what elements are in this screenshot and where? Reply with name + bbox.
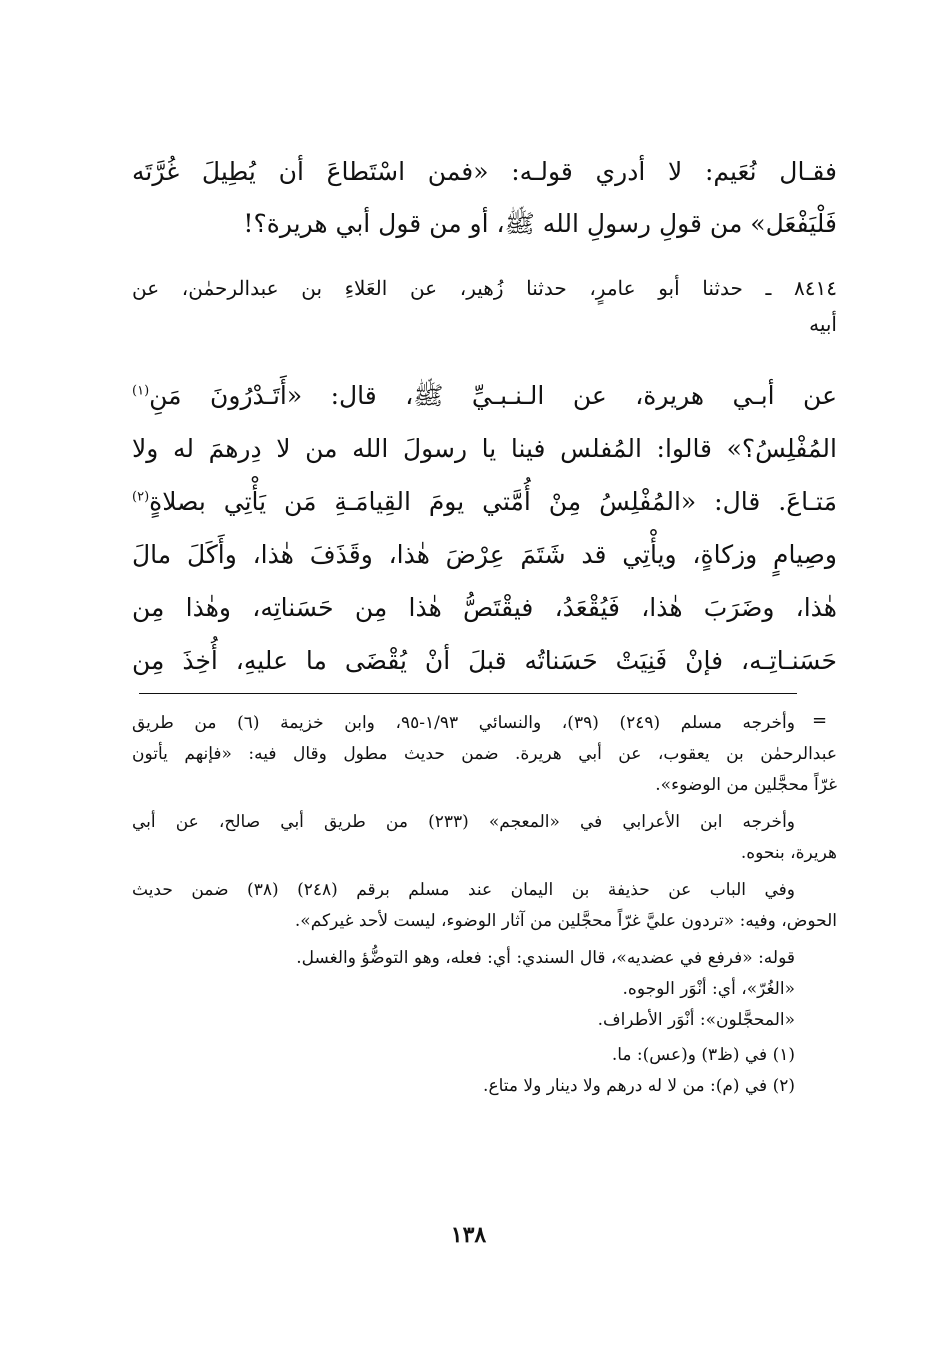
text-line: أبيه <box>809 312 837 336</box>
footnote-line: هريرة، بنحوه. <box>740 843 837 863</box>
line-text: عن أبـي هريرة، عن الـنـبـيِّ ﷺ، قال: «أَتَـدْرُونَ مَنِ <box>149 381 837 410</box>
footnote-line: وأخرجه ابن الأعرابي في «المعجم» (٢٣٣) من طريق أبي صالح، عن أبي <box>132 812 796 832</box>
text-line: فقـال نُعَيم: لا أدري قولـه: «فمن اسْتَطاعَ أن يُطِيلَ غُرَّتَه <box>132 157 837 186</box>
text-line: فَلْيَفْعَل» من قولِ رسولِ الله ﷺ، أو من قول أبي هريرة؟! <box>243 209 837 238</box>
line-text: مَتـاعَ. قال: «المُفْلِسُ مِنْ أُمَّتي يومَ القِيامَـةِ مَن يَأْتِي بصلاةٍ <box>149 487 837 516</box>
text-line: ٨٤١٤ ـ حدثنا أبو عامرٍ، حدثنا زُهير، عن العَلاءِ بن عبدالرحمٰن، عن <box>132 276 837 300</box>
main-paragraph-2 <box>132 369 837 687</box>
footnote-line: عبدالرحمٰن بن يعقوب، عن أبي هريرة. ضمن حديث مطول وقال فيه: «فإنهم يأتون <box>132 744 837 764</box>
gloss-line: «الغُرّ»، أي: أنْوَر الوجوه. <box>622 979 795 999</box>
footnote-line: غرّاً محجَّلين من الوضوء». <box>655 775 837 795</box>
gloss-line: «المحجَّلون»: أنْوَر الأطراف. <box>597 1010 795 1030</box>
continuation-mark: = <box>812 710 828 731</box>
footnotes-section <box>132 708 837 1102</box>
note-line: (٢) في (م): من لا له درهم ولا دينار ولا متاع. <box>483 1076 795 1096</box>
page-number: ١٣٨ <box>450 1222 487 1248</box>
footnote-line: وفي الباب عن حذيفة بن اليمان عند مسلم برقم (٢٤٨) (٣٨) ضمن حديث <box>132 880 796 900</box>
text-line: وصِيامٍ وزكاةٍ، ويأْتِي قد شَتَمَ عِرْضَ هٰذا، وقَذَفَ هٰذا، وأَكَلَ مالَ <box>132 540 837 569</box>
footnote-marker-2: (٢) <box>132 489 150 505</box>
text-line <box>132 369 837 422</box>
footnote-marker-1: (١) <box>132 383 150 399</box>
hadith-chain-paragraph <box>132 270 837 342</box>
note-line: (١) في (ظ٣) و(عس): ما. <box>611 1045 795 1065</box>
text-line <box>132 475 837 528</box>
text-line: هٰذا، وضَرَبَ هٰذا، فَيُقْعَدُ، فيقْتَصُّ هٰذا مِن حَسَناتِه، وهٰذا مِن <box>132 593 837 622</box>
footnote-block-2 <box>132 807 837 869</box>
text-line: حَسَنـاتِـه، فإنْ فَنِيَتْ حَسَناتُه قبلَ أنْ يُقْضَى ما عليهِ، أُخِذَ مِن <box>132 646 837 675</box>
footnote-block-3 <box>132 875 837 937</box>
footnote-block-1 <box>132 708 837 801</box>
gloss-line: قوله: «فرفع في عضديه»، قال السندي: أي: فعله، وهو التوضُّؤ والغسل. <box>296 948 795 968</box>
footnote-divider <box>139 693 797 694</box>
footnote-line: وأخرجه مسلم (٢٤٩) (٣٩)، والنسائي ١/٩٣-٩٥، وابن خزيمة (٦) من طريق <box>132 713 795 733</box>
main-paragraph-1 <box>132 146 837 250</box>
text-line: المُفْلِسُ؟» قالوا: المُفلس فينا يا رسولَ الله من لا دِرهمَ له ولا <box>132 434 837 463</box>
footnote-line: الحوض، وفيه: «تردون عليَّ غرّاً محجَّلين من آثار الوضوء، ليست لأحد غيركم». <box>294 911 837 931</box>
